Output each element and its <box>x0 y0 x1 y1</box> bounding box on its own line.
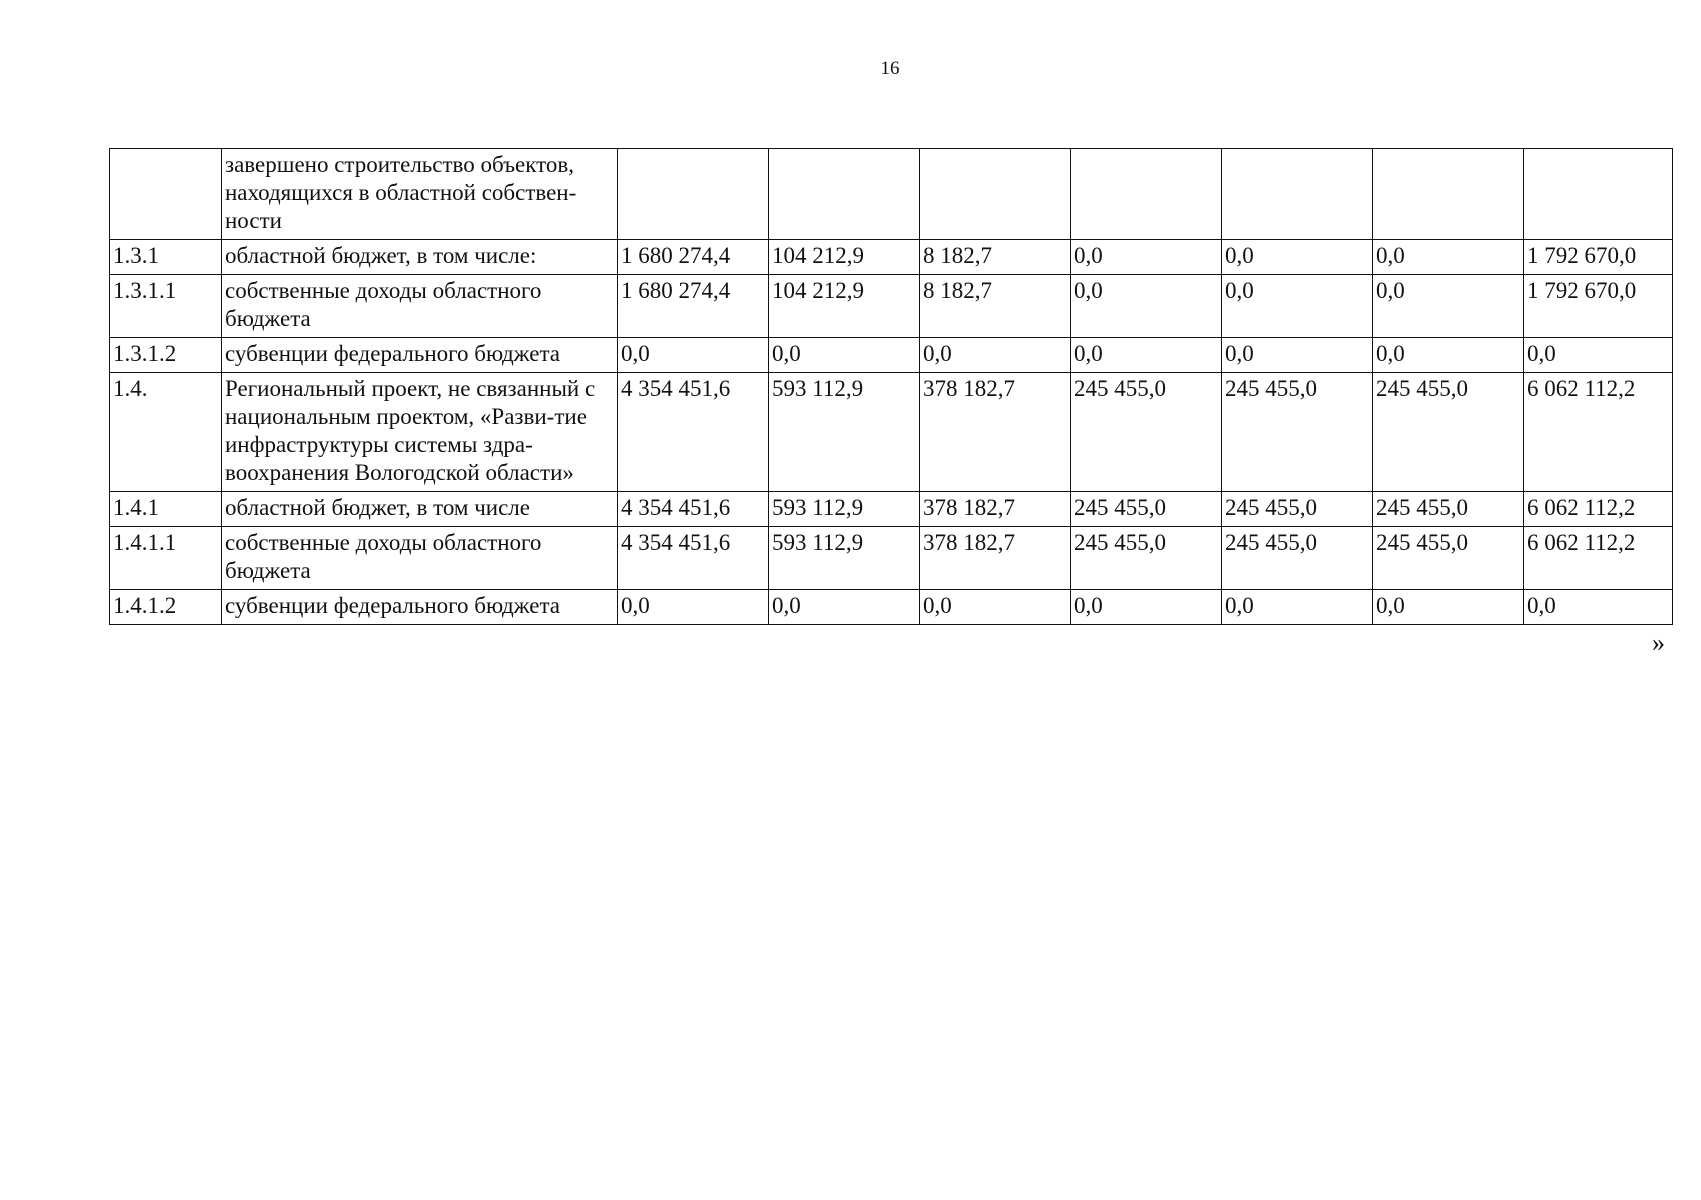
row-value-cell: 1 680 274,4 <box>618 240 769 275</box>
row-value-cell: 378 182,7 <box>920 373 1071 492</box>
row-value-cell: 378 182,7 <box>920 492 1071 527</box>
table-row <box>110 492 1673 527</box>
row-value-cell: 378 182,7 <box>920 527 1071 590</box>
row-value-cell: 245 455,0 <box>1071 527 1222 590</box>
row-value-cell: 0,0 <box>769 338 920 373</box>
row-value-cell: 245 455,0 <box>1222 492 1373 527</box>
row-value-cell: 0,0 <box>1373 338 1524 373</box>
row-value-cell: 104 212,9 <box>769 240 920 275</box>
row-value-cell: 0,0 <box>1222 240 1373 275</box>
table-row <box>110 338 1673 373</box>
row-code-cell: 1.4.1.2 <box>110 590 222 625</box>
row-value-cell: 1 792 670,0 <box>1524 240 1673 275</box>
row-description-cell: субвенции федерального бюджета <box>222 338 618 373</box>
row-value-cell: 0,0 <box>920 338 1071 373</box>
row-value-cell: 0,0 <box>1524 338 1673 373</box>
row-value-cell: 245 455,0 <box>1071 373 1222 492</box>
row-value-cell: 1 792 670,0 <box>1524 275 1673 338</box>
row-value-cell: 0,0 <box>1071 338 1222 373</box>
row-value-cell: 8 182,7 <box>920 240 1071 275</box>
row-value-cell: 6 062 112,2 <box>1524 492 1673 527</box>
row-code-cell: 1.4.1 <box>110 492 222 527</box>
row-description-cell: субвенции федерального бюджета <box>222 590 618 625</box>
row-value-cell: 0,0 <box>1071 275 1222 338</box>
closing-quote: » <box>1652 628 1665 657</box>
row-value-cell: 0,0 <box>1071 590 1222 625</box>
row-value-cell: 4 354 451,6 <box>618 527 769 590</box>
row-value-cell: 6 062 112,2 <box>1524 527 1673 590</box>
row-value-cell: 593 112,9 <box>769 492 920 527</box>
table-row <box>110 240 1673 275</box>
row-value-cell: 245 455,0 <box>1373 373 1524 492</box>
row-value-cell: 593 112,9 <box>769 373 920 492</box>
row-value-cell: 0,0 <box>1071 240 1222 275</box>
row-value-cell: 0,0 <box>1373 240 1524 275</box>
row-value-cell: 4 354 451,6 <box>618 373 769 492</box>
row-value-cell: 1 680 274,4 <box>618 275 769 338</box>
row-description-cell: областной бюджет, в том числе: <box>222 240 618 275</box>
row-description-cell: Региональный проект, не связанный с национальным проектом, «Разви-тие инфраструктуры системы здра-воохранения Вологодской области» <box>222 373 618 492</box>
row-value-cell: 6 062 112,2 <box>1524 373 1673 492</box>
row-value-cell: 0,0 <box>1222 338 1373 373</box>
row-value-cell: 593 112,9 <box>769 527 920 590</box>
row-value-cell: 245 455,0 <box>1373 527 1524 590</box>
table-row <box>110 373 1673 492</box>
row-value-cell <box>618 149 769 240</box>
row-value-cell <box>1222 149 1373 240</box>
row-value-cell <box>1373 149 1524 240</box>
row-code-cell: 1.4. <box>110 373 222 492</box>
row-description-cell: областной бюджет, в том числе <box>222 492 618 527</box>
table-row <box>110 527 1673 590</box>
row-value-cell <box>769 149 920 240</box>
row-value-cell: 8 182,7 <box>920 275 1071 338</box>
row-code-cell: 1.3.1 <box>110 240 222 275</box>
row-value-cell: 245 455,0 <box>1373 492 1524 527</box>
row-value-cell: 0,0 <box>1373 590 1524 625</box>
row-code-cell: 1.3.1.1 <box>110 275 222 338</box>
row-value-cell: 245 455,0 <box>1071 492 1222 527</box>
row-value-cell: 0,0 <box>618 338 769 373</box>
row-value-cell: 0,0 <box>769 590 920 625</box>
row-value-cell: 0,0 <box>1222 590 1373 625</box>
row-value-cell <box>1524 149 1673 240</box>
row-value-cell: 104 212,9 <box>769 275 920 338</box>
row-value-cell: 4 354 451,6 <box>618 492 769 527</box>
row-code-cell: 1.3.1.2 <box>110 338 222 373</box>
row-value-cell <box>920 149 1071 240</box>
budget-table <box>109 148 1673 625</box>
row-value-cell: 245 455,0 <box>1222 527 1373 590</box>
table-row <box>110 590 1673 625</box>
row-value-cell: 0,0 <box>1373 275 1524 338</box>
row-value-cell: 0,0 <box>1524 590 1673 625</box>
row-code-cell <box>110 149 222 240</box>
row-description-cell: собственные доходы областного бюджета <box>222 275 618 338</box>
table-row <box>110 149 1673 240</box>
table-row <box>110 275 1673 338</box>
page-number: 16 <box>880 58 900 79</box>
row-value-cell <box>1071 149 1222 240</box>
row-value-cell: 0,0 <box>920 590 1071 625</box>
row-value-cell: 0,0 <box>618 590 769 625</box>
row-description-cell: собственные доходы областного бюджета <box>222 527 618 590</box>
row-code-cell: 1.4.1.1 <box>110 527 222 590</box>
row-value-cell: 0,0 <box>1222 275 1373 338</box>
row-description-cell: завершено строительство объектов, находящихся в областной собствен-ности <box>222 149 618 240</box>
row-value-cell: 245 455,0 <box>1222 373 1373 492</box>
